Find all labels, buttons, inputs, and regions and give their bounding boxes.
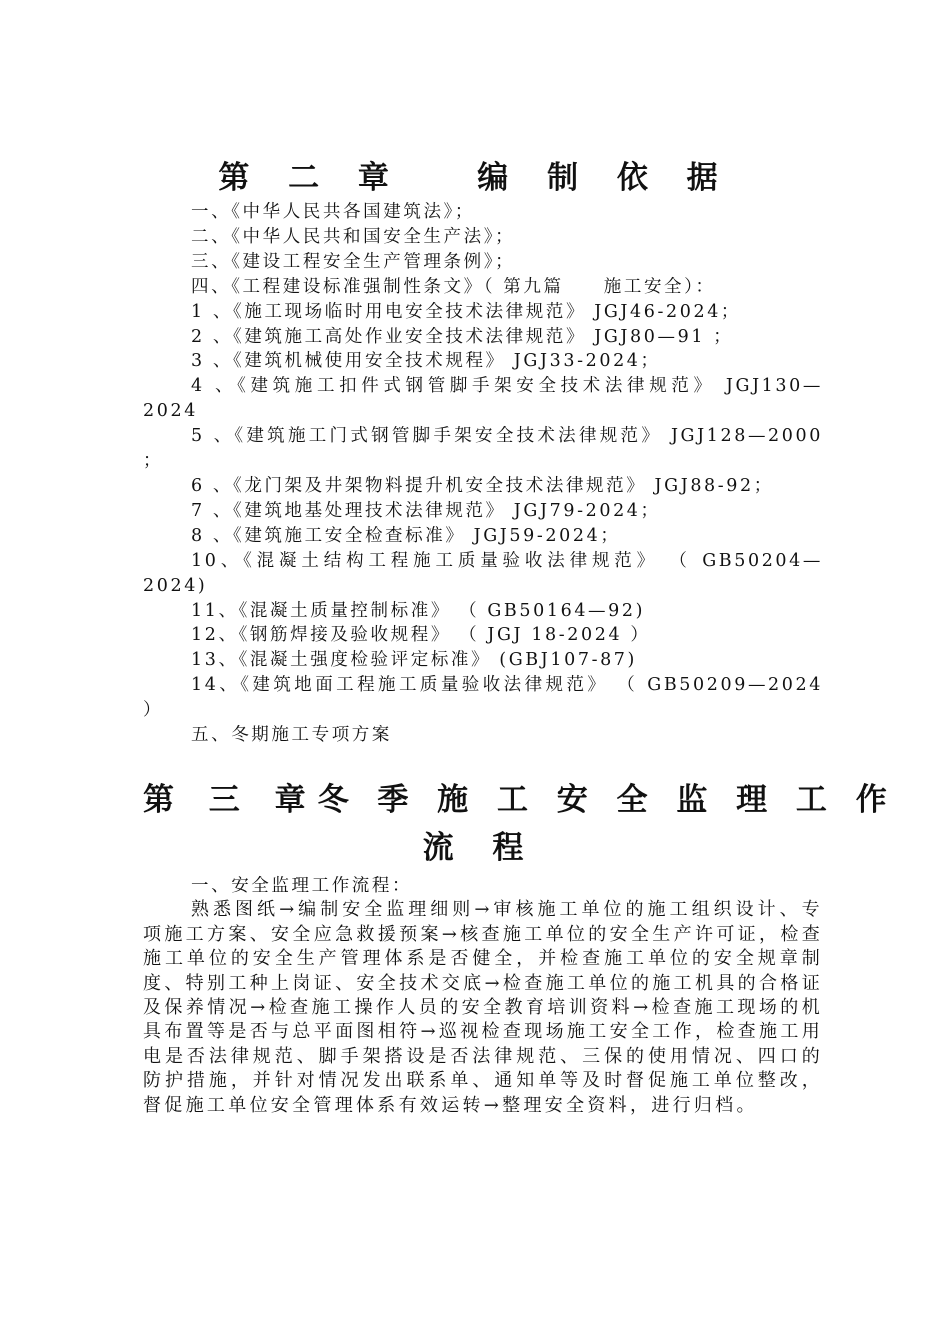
section-subheading: 一、安全监理工作流程： bbox=[191, 876, 413, 896]
list-item: 7 、《建筑地基处理技术法律规范》 JGJ79-2024； bbox=[191, 500, 661, 521]
list-item: 11、《混凝土质量控制标准》 （ GB50164—92) bbox=[191, 600, 646, 621]
chapter-3-heading: 冬 季 施 工 安 全 监 理 工 作 bbox=[317, 782, 896, 818]
chapter-3-body bbox=[143, 874, 823, 1118]
chapter-3-heading-cont: 流 程 bbox=[422, 830, 538, 866]
chapter-3-title bbox=[143, 778, 896, 870]
list-item: 5 、《建筑施工门式钢管脚手架安全技术法律规范》 JGJ128—2000 ； bbox=[143, 426, 823, 472]
list-item: 4 、《建筑施工扣件式钢管脚手架安全技术法律规范》 JGJ130—2024 bbox=[143, 376, 823, 422]
chapter-3-number: 第 三 章 bbox=[143, 782, 318, 818]
list-item: 12、《钢筋焊接及验收规程》 （ JGJ 18-2024 ） bbox=[191, 625, 651, 646]
list-item: 13、《混凝土强度检验评定标准》 (GBJ107-87) bbox=[191, 650, 637, 671]
workflow-paragraph: 熟悉图纸→编制安全监理细则→审核施工单位的施工组织设计、专项施工方案、安全应急救援预案→核查施工单位的安全生产许可证，检查施工单位的安全生产管理体系是否健全，并检查施工单位的安全规章制度、特别工种上岗证、安全技术交底→检查施工单位的施工机具的合格证及保养情况→检查施工操作人员的安全教育培训资料→检查施工现场的机具布置等是否与总平面图相符→巡视检查现场施工安全工作，检查施工用电是否法律规范、脚手架搭设是否法律规范、三保的使用情况、四口的防护措施，并针对情况发出联系单、通知单等及时督促施工单位整改，督促施工单位安全管理体系有效运转→整理安全资料，进行归档。 bbox=[143, 899, 823, 1116]
list-item: 1 、《施工现场临时用电安全技术法律规范》 JGJ46-2024； bbox=[191, 301, 742, 322]
list-item: 一、《中华人民共各国建筑法》； bbox=[191, 202, 475, 222]
basis-list bbox=[143, 200, 823, 748]
list-item: 6 、《龙门架及井架物料提升机安全技术法律规范》 JGJ88-92； bbox=[191, 475, 774, 496]
list-item: 三、《建设工程安全生产管理条例》； bbox=[191, 251, 516, 272]
list-item: 10、《混凝土结构工程施工质量验收法律规范》 （ GB50204—2024) bbox=[143, 550, 823, 596]
list-item: 8 、《建筑施工安全检查标准》 JGJ59-2024； bbox=[191, 525, 621, 546]
list-item: 二、《中华人民共和国安全生产法》； bbox=[191, 226, 516, 247]
list-item: 五、冬期施工专项方案 bbox=[191, 725, 392, 746]
list-item: 3 、《建筑机械使用安全技术规程》 JGJ33-2024； bbox=[191, 351, 661, 372]
list-item: 14、《建筑地面工程施工质量验收法律规范》 （ GB50209—2024 ） bbox=[143, 675, 823, 721]
chapter-2-title: 第 二 章 编 制 依 据 bbox=[218, 160, 732, 196]
list-item: 四、《工程建设标准强制性条文》（ 第九篇 施工安全）： bbox=[191, 276, 716, 297]
list-item: 2 、《建筑施工高处作业安全技术法律规范》 JGJ80—91 ； bbox=[191, 326, 734, 347]
